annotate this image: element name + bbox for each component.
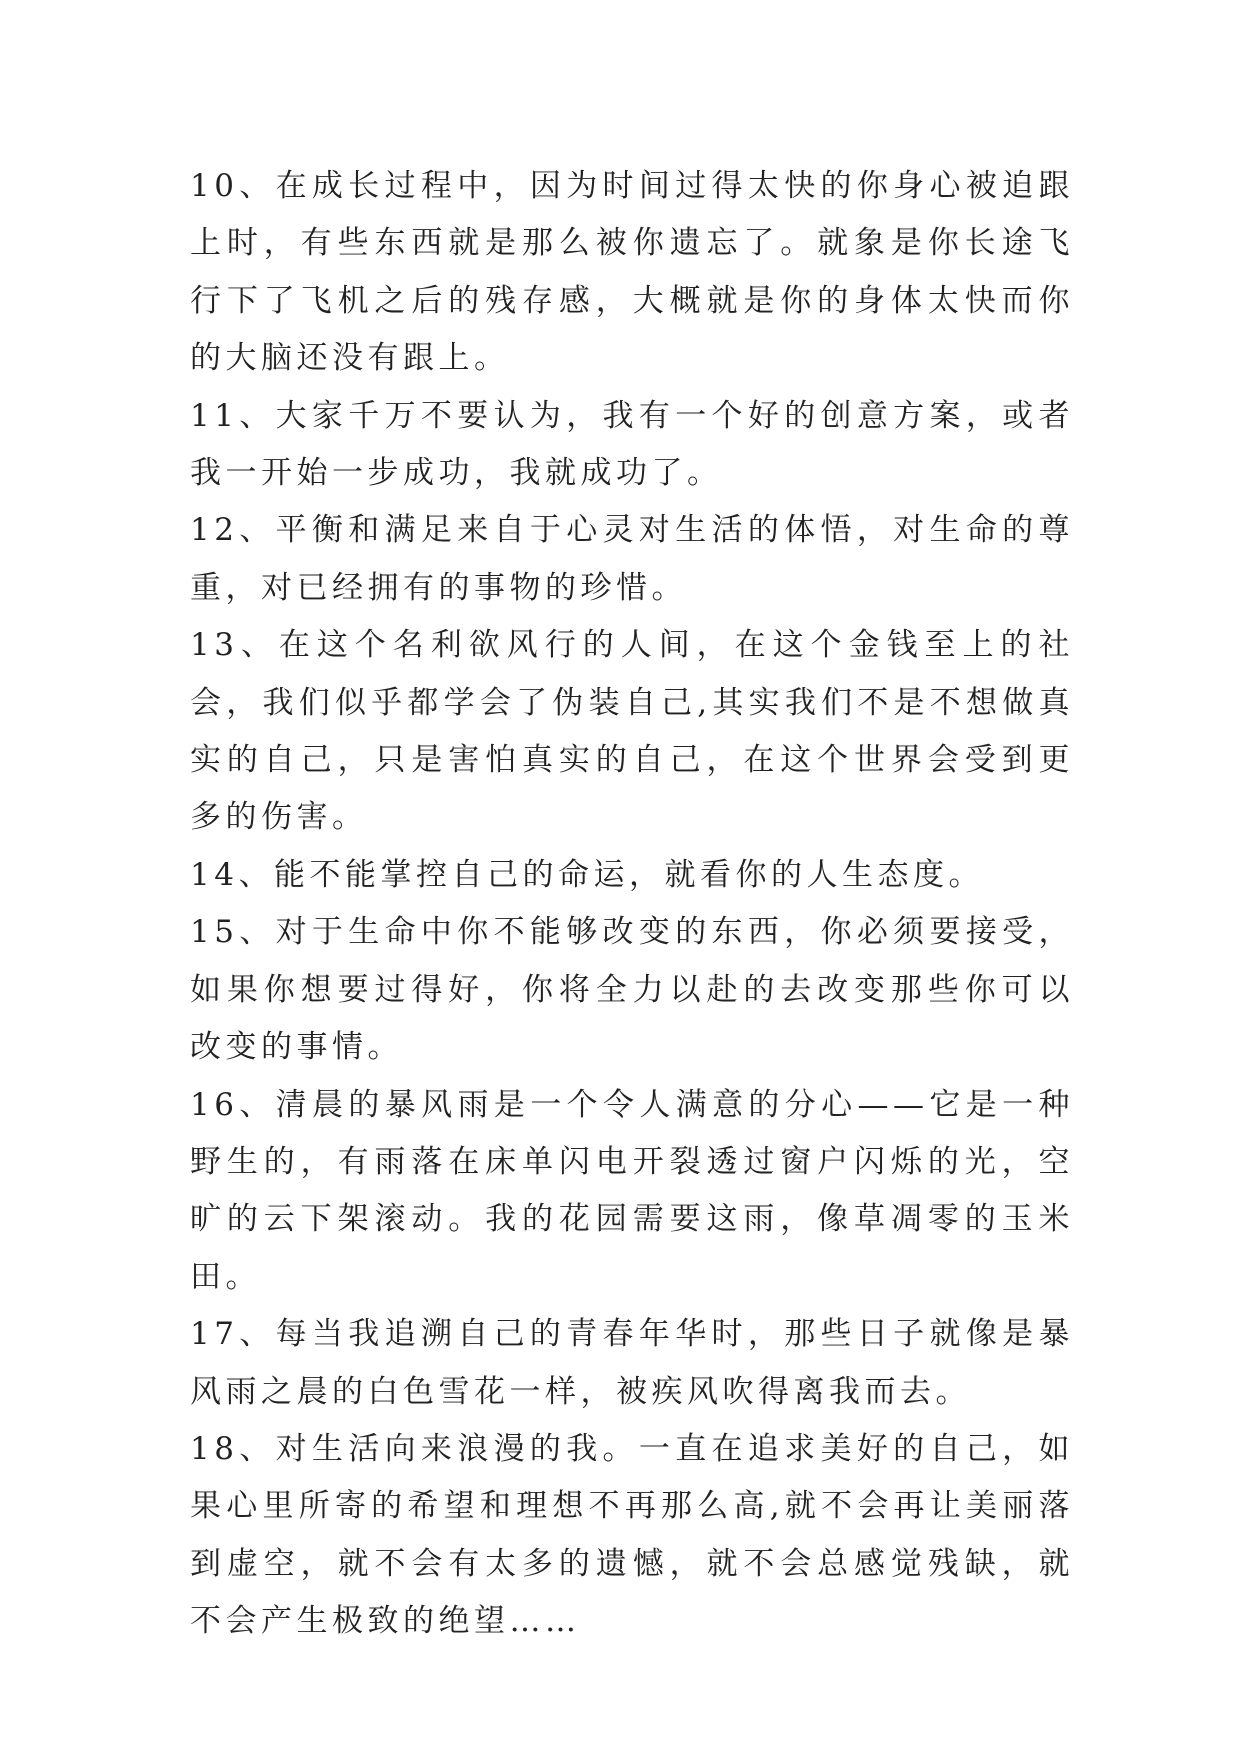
paragraph-15: 15、对于生命中你不能够改变的东西，你必须要接受，如果你想要过得好，你将全力以赴的去改变那些你可以改变的事情。 [190,914,1074,1066]
paragraph-12: 12、平衡和满足来自于心灵对生活的体悟，对生命的尊重，对已经拥有的事物的珍惜。 [190,512,1074,606]
paragraph-18: 18、对生活向来浪漫的我。一直在追求美好的自己，如果心里所寄的希望和理想不再那么高,就不会再让美丽落到虚空，就不会有太多的遗憾，就不会总感觉残缺，就不会产生极致的绝望…… [190,1430,1074,1640]
paragraph-10: 10、在成长过程中，因为时间过得太快的你身心被迫跟上时，有些东西就是那么被你遗忘了。就象是你长途飞行下了飞机之后的残存感，大概就是你的身体太快而你的大脑还没有跟上。 [190,168,1074,377]
paragraph-17: 17、每当我追溯自己的青春年华时，那些日子就像是暴风雨之晨的白色雪花一样，被疾风吹得离我而去。 [190,1316,1074,1410]
paragraph-14: 14、能不能掌控自己的命运，就看你的人生态度。 [190,856,984,893]
paragraph-13: 13、在这个名利欲风行的人间，在这个金钱至上的社会，我们似乎都学会了伪装自己,其实我们不是不想做真实的自己，只是害怕真实的自己，在这个世界会受到更多的伤害。 [190,627,1074,836]
paragraph-16: 16、清晨的暴风雨是一个令人满意的分心——它是一种野生的，有雨落在床单闪电开裂透过窗户闪烁的光，空旷的云下架滚动。我的花园需要这雨，像草凋零的玉米田。 [190,1086,1074,1295]
paragraph-11: 11、大家千万不要认为，我有一个好的创意方案，或者我一开始一步成功，我就成功了。 [190,397,1074,492]
document-body [190,158,1074,1651]
